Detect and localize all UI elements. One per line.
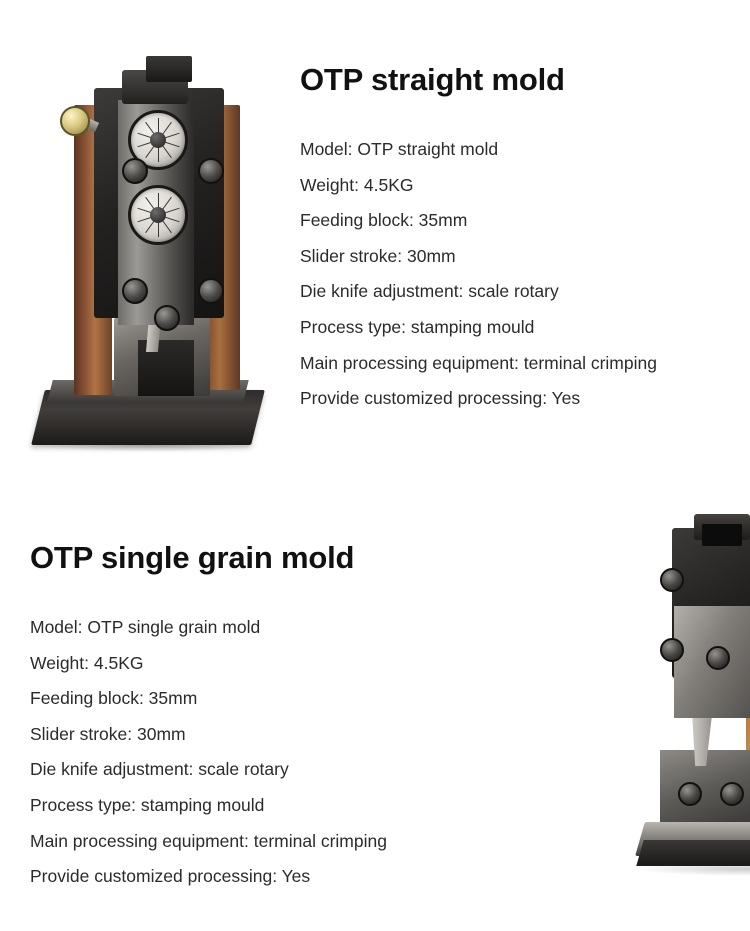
spec-item: Weight: 4.5KG <box>300 174 414 195</box>
spec-item: Main processing equipment: terminal crimping <box>300 352 657 373</box>
bolt <box>706 646 730 670</box>
product-text-straight-mold <box>300 0 750 417</box>
page-title-straight-mold: OTP straight mold <box>300 62 565 97</box>
product-block-single-grain-mold <box>0 500 750 931</box>
spec-item: Process type: stamping mould <box>300 316 535 337</box>
bolt <box>122 278 148 304</box>
spec-item: Feeding block: 35mm <box>300 210 468 231</box>
single-grain-mold-photo <box>650 510 750 890</box>
straight-mold-photo <box>28 50 268 490</box>
mold-top-slot <box>702 524 742 546</box>
spec-item: Die knife adjustment: scale rotary <box>30 759 289 780</box>
mold-top-block <box>146 56 192 82</box>
bolt <box>198 158 224 184</box>
spec-list-straight-mold <box>300 132 750 417</box>
dial-hub <box>150 207 166 223</box>
spec-item: Model: OTP straight mold <box>300 139 499 159</box>
brass-knob <box>60 106 90 136</box>
spec-item: Weight: 4.5KG <box>30 652 144 673</box>
spec-item: Provide customized processing: Yes <box>300 388 581 409</box>
spec-item: Main processing equipment: terminal crimping <box>30 830 387 851</box>
spec-item: Slider stroke: 30mm <box>30 723 186 744</box>
bolt <box>154 305 180 331</box>
product-text-single-grain-mold <box>0 500 450 895</box>
bolt <box>678 782 702 806</box>
scale-rotary-dial-lower <box>128 185 188 245</box>
bolt <box>198 278 224 304</box>
spec-item: Process type: stamping mould <box>30 794 265 815</box>
spec-item: Feeding block: 35mm <box>30 688 198 709</box>
spec-item: Model: OTP single grain mold <box>30 617 261 637</box>
dial-hub <box>150 132 166 148</box>
mold-base <box>636 840 750 866</box>
spec-item: Provide customized processing: Yes <box>30 866 311 887</box>
spec-item: Slider stroke: 30mm <box>300 245 456 266</box>
bolt <box>660 638 684 662</box>
bolt <box>660 568 684 592</box>
bolt <box>720 782 744 806</box>
bolt <box>122 158 148 184</box>
spec-item: Die knife adjustment: scale rotary <box>300 281 559 302</box>
page-title-single-grain-mold: OTP single grain mold <box>30 540 355 575</box>
spec-list-single-grain-mold <box>30 610 450 895</box>
